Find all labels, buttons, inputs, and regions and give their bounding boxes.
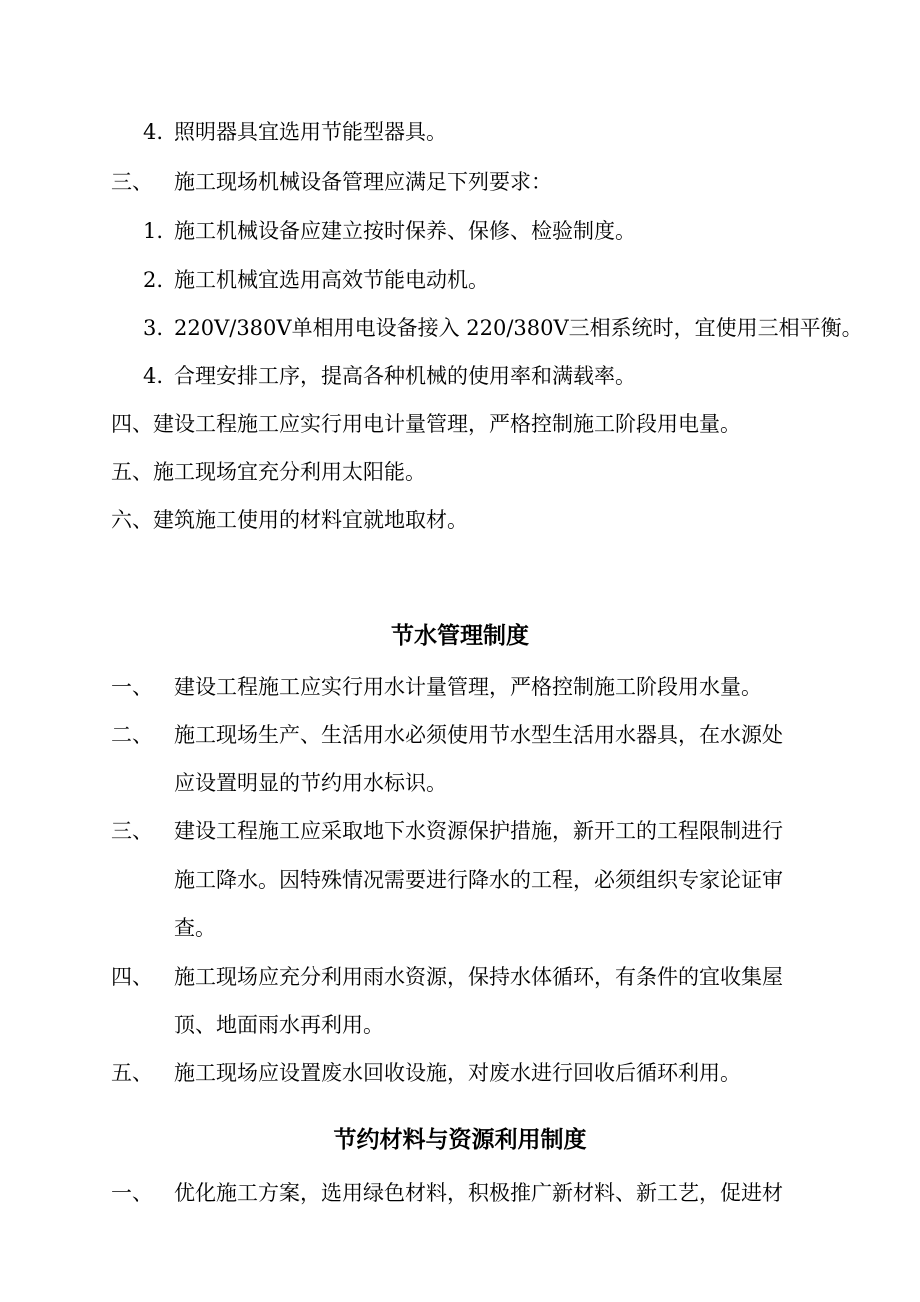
- item-text: 施工现场应设置废水回收设施，对废水进行回收后循环利用。: [174, 1061, 741, 1085]
- item-text: 合理安排工序，提高各种机械的使用率和满载率。: [174, 364, 636, 388]
- item-text: 建设工程施工应实行用水计量管理，严格控制施工阶段用水量。: [174, 675, 762, 699]
- item-number: 2.: [143, 268, 164, 292]
- item-text: 四、建设工程施工应实行用电计量管理，严格控制施工阶段用电量。: [111, 412, 741, 436]
- item-number: 1.: [143, 219, 164, 243]
- item-text: 优化施工方案，选用绿色材料，积极推广新材料、新工艺，促进材: [174, 1181, 783, 1205]
- item-number: 三、: [111, 170, 153, 194]
- item-text: 五、施工现场宜充分利用太阳能。: [111, 460, 426, 484]
- item-text: 应设置明显的节约用水标识。: [174, 771, 447, 795]
- item-number: 4.: [143, 120, 164, 144]
- item-number: 五、: [111, 1061, 153, 1085]
- item-text: 施工现场应充分利用雨水资源，保持水体循环，有条件的宜收集屋: [174, 965, 783, 989]
- item-number: 一、: [111, 675, 153, 699]
- item-text: 六、建筑施工使用的材料宜就地取材。: [111, 508, 468, 532]
- item-number: 二、: [111, 723, 153, 747]
- item-number: 一、: [111, 1181, 153, 1205]
- item-number: 四、: [111, 965, 153, 989]
- item-text: 施工现场生产、生活用水必须使用节水型生活用水器具，在水源处: [174, 723, 783, 747]
- item-text: 建设工程施工应采取地下水资源保护措施，新开工的工程限制进行: [174, 819, 783, 843]
- item-text: 施工机械宜选用高效节能电动机。: [174, 268, 489, 292]
- item-number: 4.: [143, 364, 164, 388]
- item-text: 220V/380V单相用电设备接入 220/380V三相系统时，宜使用三相平衡。: [174, 316, 863, 340]
- item-text: 施工现场机械设备管理应满足下列要求：: [174, 170, 552, 194]
- item-number: 三、: [111, 819, 153, 843]
- item-text: 施工机械设备应建立按时保养、保修、检验制度。: [174, 219, 636, 243]
- item-text: 查。: [174, 916, 216, 940]
- item-text: 照明器具宜选用节能型器具。: [174, 120, 447, 144]
- section-heading: 节水管理制度: [391, 623, 529, 649]
- section-heading: 节约材料与资源利用制度: [333, 1127, 587, 1153]
- item-number: 3.: [143, 316, 164, 340]
- item-text: 顶、地面雨水再利用。: [174, 1013, 384, 1037]
- item-text: 施工降水。因特殊情况需要进行降水的工程，必须组织专家论证审: [174, 868, 783, 892]
